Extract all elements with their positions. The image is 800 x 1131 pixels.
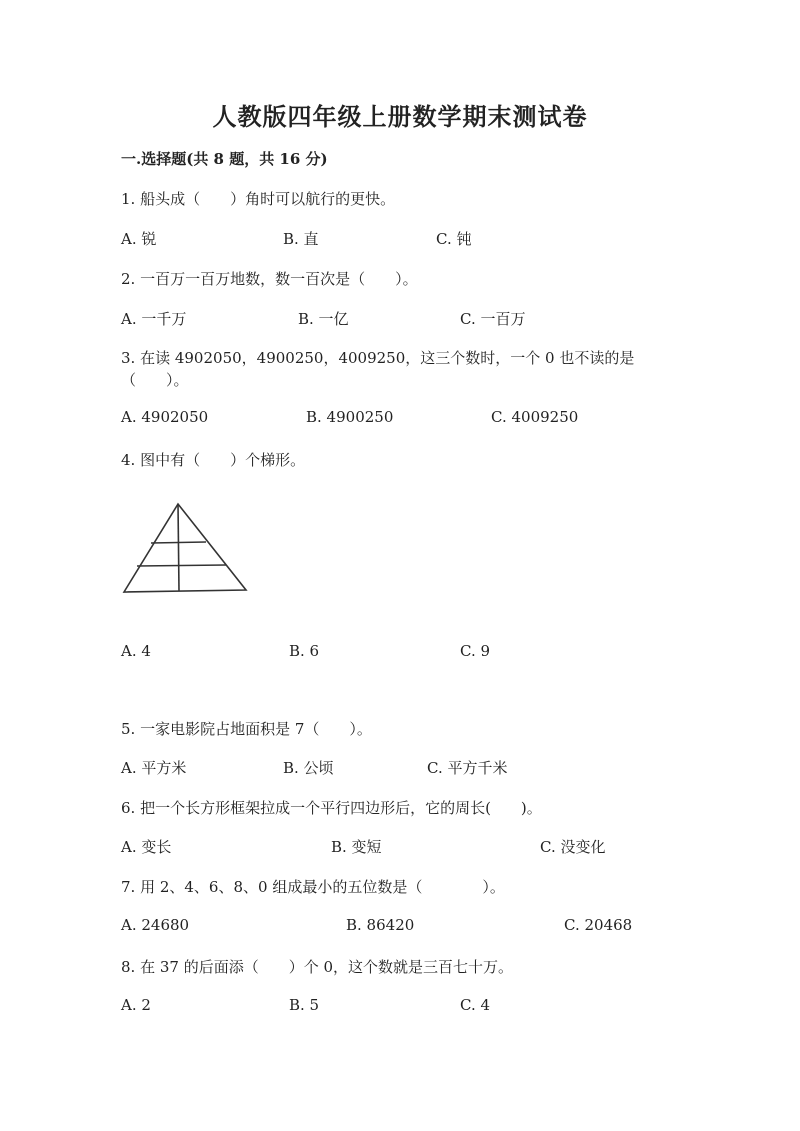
q8-option-c: C. 4 bbox=[460, 996, 491, 1014]
q3-option-b: B. 4900250 bbox=[306, 408, 394, 426]
q4-option-c: C. 9 bbox=[460, 642, 491, 660]
q6-option-b: B. 变短 bbox=[331, 838, 382, 856]
q6-option-a: A. 变长 bbox=[121, 838, 172, 856]
q7-option-a: A. 24680 bbox=[121, 916, 190, 934]
question-7: 7. 用 2、4、6、8、0 组成最小的五位数是（ ）。 bbox=[121, 878, 505, 896]
section-heading: 一.选择题(共 8 题，共 16 分) bbox=[121, 150, 328, 168]
q4-option-a: A. 4 bbox=[121, 642, 151, 660]
q1-option-c: C. 钝 bbox=[436, 230, 472, 248]
q5-option-b: B. 公顷 bbox=[283, 759, 334, 777]
question-3-cont: （ ）。 bbox=[121, 371, 189, 389]
question-3: 3. 在读 4902050，4900250，4009250，这三个数时，一个 0 也不读的是 bbox=[121, 349, 635, 367]
q3-option-c: C. 4009250 bbox=[491, 408, 579, 426]
question-8: 8. 在 37 的后面添（ ）个 0，这个数就是三百七十万。 bbox=[121, 958, 514, 976]
q8-option-b: B. 5 bbox=[289, 996, 320, 1014]
q6-option-c: C. 没变化 bbox=[540, 838, 606, 856]
q7-option-b: B. 86420 bbox=[346, 916, 415, 934]
q3-option-a: A. 4902050 bbox=[121, 408, 209, 426]
median-line bbox=[178, 504, 179, 591]
q1-option-a: A. 锐 bbox=[121, 230, 157, 248]
q5-option-a: A. 平方米 bbox=[121, 759, 187, 777]
q2-option-b: B. 一亿 bbox=[298, 310, 349, 328]
page-title: 人教版四年级上册数学期末测试卷 bbox=[212, 102, 588, 131]
upper-crossline bbox=[151, 542, 206, 543]
outer-triangle bbox=[124, 504, 246, 592]
q2-option-a: A. 一千万 bbox=[121, 310, 187, 328]
trapezoid-figure bbox=[122, 502, 252, 598]
q7-option-c: C. 20468 bbox=[564, 916, 633, 934]
question-4: 4. 图中有（ ）个梯形。 bbox=[121, 451, 306, 469]
q2-option-c: C. 一百万 bbox=[460, 310, 526, 328]
question-1: 1. 船头成（ ）角时可以航行的更快。 bbox=[121, 190, 396, 208]
q5-option-c: C. 平方千米 bbox=[427, 759, 508, 777]
q8-option-a: A. 2 bbox=[121, 996, 151, 1014]
question-5: 5. 一家电影院占地面积是 7（ ）。 bbox=[121, 720, 372, 738]
q4-option-b: B. 6 bbox=[289, 642, 320, 660]
lower-crossline bbox=[137, 565, 226, 566]
q1-option-b: B. 直 bbox=[283, 230, 319, 248]
question-6: 6. 把一个长方形框架拉成一个平行四边形后，它的周长( )。 bbox=[121, 799, 542, 817]
question-2: 2. 一百万一百万地数，数一百次是（ ）。 bbox=[121, 270, 418, 288]
